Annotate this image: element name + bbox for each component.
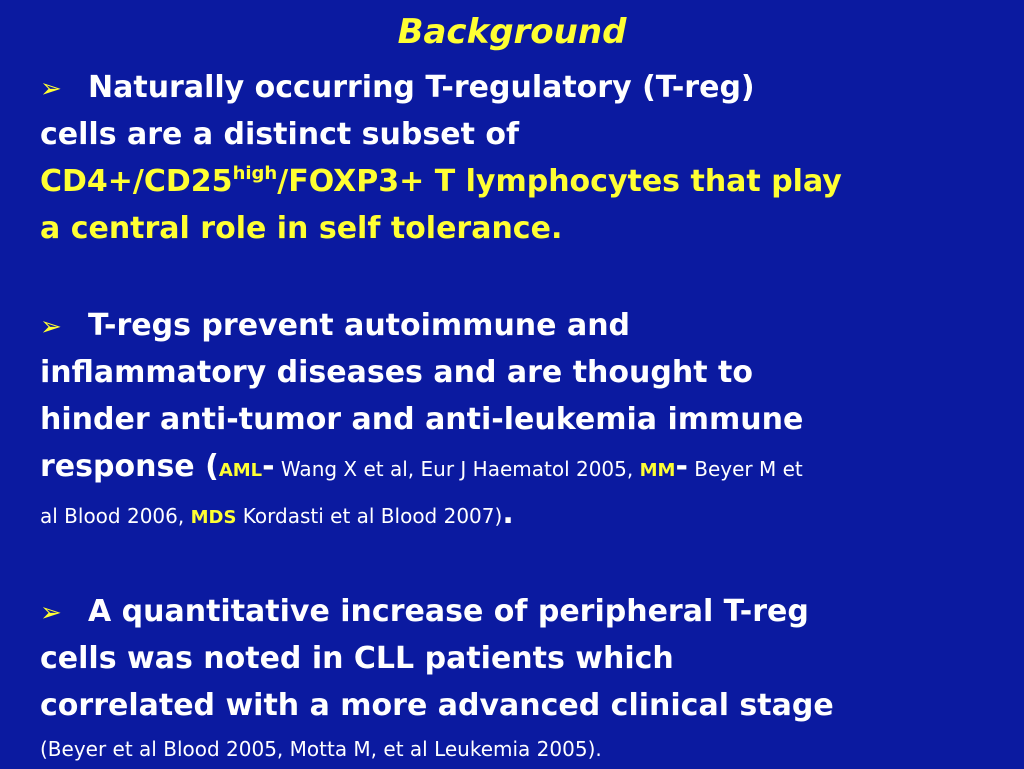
bullet-2: [40, 302, 990, 537]
bullet-2-line-1: [40, 302, 990, 349]
bullet-2-response-text: response (: [40, 449, 219, 484]
bullet-3-line-1: [40, 588, 990, 635]
bullet-2-line-5: [40, 490, 990, 537]
bullet-2-period: .: [502, 496, 514, 531]
ref-mm-text: Beyer M et: [687, 457, 803, 481]
arrow-bullet-icon: ➢: [40, 74, 62, 104]
bullet-1-line-4: a central role in self tolerance.: [40, 211, 563, 246]
arrow-bullet-icon: ➢: [40, 598, 62, 628]
bullet-2-text-1: T-regs prevent autoimmune and: [88, 308, 631, 343]
bullet-2-line-2: inflammatory diseases and are thought to: [40, 355, 753, 390]
bullet-2-line-4: [40, 443, 990, 490]
bullet-1-text-1: Naturally occurring T-regulatory (T-reg): [88, 70, 755, 105]
bullet-1-cd-prefix: CD4+/CD25: [40, 164, 233, 199]
bullet-3-text-1: A quantitative increase of peripheral T-reg: [88, 594, 809, 629]
bullet-2-line-3: hinder anti-tumor and anti-leukemia immune: [40, 402, 804, 437]
ref-mds-key: MDS: [190, 507, 237, 528]
ref-mds-text: Kordasti et al Blood 2007): [236, 504, 503, 528]
bullet-1-superscript: high: [232, 163, 278, 184]
ref-aml-dash: -: [262, 449, 275, 484]
bullet-3: [40, 588, 990, 769]
bullet-1-line-2: cells are a distinct subset of: [40, 117, 520, 152]
ref-blood-2006: al Blood 2006,: [40, 504, 191, 528]
bullet-3-line-2: cells was noted in CLL patients which: [40, 641, 674, 676]
ref-mm-key: MM: [639, 460, 676, 481]
ref-aml-key: AML: [218, 460, 263, 481]
slide-title: Background: [397, 12, 627, 52]
bullet-1: [40, 64, 990, 252]
bullet-1-line-3: [40, 158, 990, 205]
arrow-bullet-icon: ➢: [40, 312, 62, 342]
bullet-1-cd-suffix: /FOXP3+ T lymphocytes that play: [277, 164, 842, 199]
ref-aml-text: Wang X et al, Eur J Haematol 2005,: [274, 457, 640, 481]
bullet-3-line-4: (Beyer et al Blood 2005, Motta M, et al Leukemia 2005).: [40, 737, 602, 761]
bullet-3-line-3: correlated with a more advanced clinical stage: [40, 688, 834, 723]
ref-mm-dash: -: [675, 449, 688, 484]
bullet-1-line-1: [40, 64, 990, 111]
